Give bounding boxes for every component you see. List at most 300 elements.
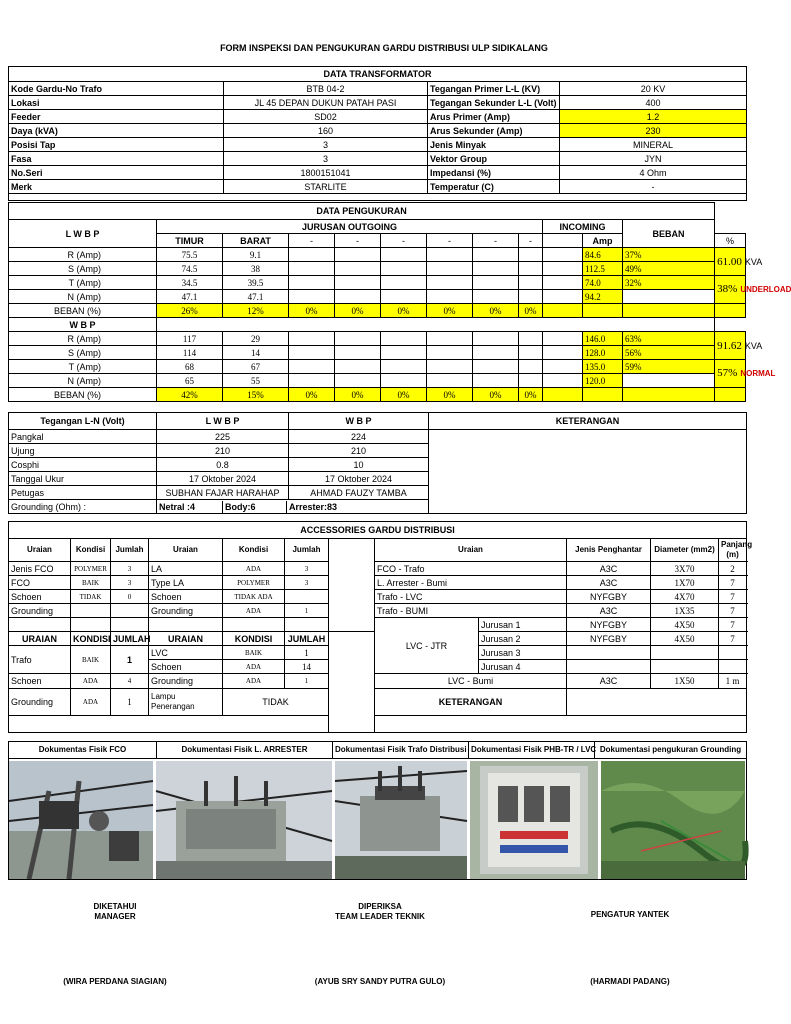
table-cell	[381, 332, 427, 346]
table-cell	[427, 346, 473, 360]
accessory-label: FCO	[9, 576, 71, 590]
table-cell	[381, 290, 427, 304]
field-label: Merk	[9, 180, 224, 194]
outgoing-header: JURUSAN OUTGOING	[157, 220, 543, 234]
documentation-caption: Dokumentasi Fisik PHB-TR / LVC	[469, 742, 595, 759]
table-cell	[157, 318, 715, 332]
cable-diameter: 1X35	[651, 604, 719, 618]
field-label: Vektor Group	[428, 152, 560, 166]
field-label: Impedansi (%)	[428, 166, 560, 180]
column-header: KONDISI	[71, 632, 111, 646]
table-cell	[427, 276, 473, 290]
column-header: Jenis Penghantar	[567, 539, 651, 562]
row-label: T (Amp)	[9, 276, 157, 290]
value-barat: 29	[223, 332, 289, 346]
field-value: 3	[224, 152, 428, 166]
table-cell	[543, 346, 583, 360]
jurusan-label: Jurusan 1	[479, 618, 567, 632]
incoming-amp: 146.0	[583, 332, 623, 346]
voltage-lwbp-value: 0.8	[157, 458, 289, 472]
cable-length: 7	[719, 590, 747, 604]
accessory-label: Grounding	[9, 604, 71, 618]
value-zero: 0%	[519, 388, 543, 402]
accessory-label: Grounding	[149, 604, 223, 618]
accessory-label: LVC	[149, 646, 223, 660]
jurusan-label: Jurusan 4	[479, 660, 567, 674]
cable-diameter: 1X50	[651, 674, 719, 689]
incoming-pct: 59%	[623, 360, 715, 374]
table-cell	[473, 374, 519, 388]
column-header: Uraian	[375, 539, 567, 562]
table-cell	[543, 374, 583, 388]
accessory-value: TIDAK	[223, 689, 329, 716]
table-cell	[567, 646, 651, 660]
transformer-row	[9, 166, 747, 180]
value-timur: 26%	[157, 304, 223, 318]
signature-name: (AYUB SRY SANDY PUTRA GULO)	[314, 977, 446, 986]
field-label: Arus Sekunder (Amp)	[428, 124, 560, 138]
accessory-value: BAIK	[71, 646, 111, 674]
accessory-value: BAIK	[71, 576, 111, 590]
table-cell	[519, 346, 543, 360]
cable-label: Trafo - BUMI	[375, 604, 567, 618]
table-cell	[473, 276, 519, 290]
value-timur: 68	[157, 360, 223, 374]
transformer-header: DATA TRANSFORMATOR	[9, 67, 747, 82]
table-cell	[519, 332, 543, 346]
accessory-value: ADA	[223, 660, 285, 674]
row-label: BEBAN (%)	[9, 388, 157, 402]
field-value: JL 45 DEPAN DUKUN PATAH PASI	[224, 96, 428, 110]
accessory-value: 1	[285, 646, 329, 660]
col-dash: -	[335, 234, 381, 248]
wbp-head-row	[9, 318, 746, 332]
field-label: Arus Primer (Amp)	[428, 110, 560, 124]
field-value: MINERAL	[560, 138, 747, 152]
documentation-caption: Dokumentasi Fisik L. ARRESTER	[157, 742, 333, 759]
cable-type: NYFGBY	[567, 618, 651, 632]
field-value: 160	[224, 124, 428, 138]
column-header: Kondisi	[71, 539, 111, 562]
table-cell	[335, 360, 381, 374]
accessory-label: Grounding	[9, 689, 71, 716]
accessory-value	[71, 604, 111, 618]
table-cell	[715, 304, 746, 318]
incoming-amp: 74.0	[583, 276, 623, 290]
cable-length: 7	[719, 618, 747, 632]
table-cell	[427, 248, 473, 262]
accessory-value: TIDAK	[71, 590, 111, 604]
table-cell	[9, 716, 329, 733]
field-label: Daya (kVA)	[9, 124, 224, 138]
table-cell	[473, 262, 519, 276]
cable-type: A3C	[567, 576, 651, 590]
cable-label: Trafo - LVC	[375, 590, 567, 604]
cable-diameter: 4X50	[651, 632, 719, 646]
incoming-pct	[623, 374, 715, 388]
table-cell	[285, 618, 329, 632]
table-cell	[473, 332, 519, 346]
table-cell	[335, 290, 381, 304]
table-cell	[651, 660, 719, 674]
table-cell	[719, 646, 747, 660]
accessory-label: Schoen	[149, 590, 223, 604]
transformer-row	[9, 82, 747, 96]
value-zero: 0%	[473, 388, 519, 402]
incoming-pct	[623, 304, 715, 318]
beban-percent	[715, 360, 776, 388]
value-timur: 114	[157, 346, 223, 360]
incoming-pct: 37%	[623, 248, 715, 262]
incoming-pct: 63%	[623, 332, 715, 346]
accessory-row	[9, 689, 747, 716]
accessory-value: 0	[111, 590, 149, 604]
value-timur: 74.5	[157, 262, 223, 276]
spacer-row	[9, 194, 747, 201]
table-cell	[427, 360, 473, 374]
table-cell	[543, 248, 583, 262]
cable-type: NYFGBY	[567, 590, 651, 604]
row-label: R (Amp)	[9, 248, 157, 262]
table-cell	[473, 346, 519, 360]
signature-role: DIKETAHUI MANAGER	[93, 902, 137, 921]
col-pct: %	[715, 234, 746, 248]
col-amp: Amp	[583, 234, 623, 248]
field-label: Tegangan Primer L-L (KV)	[428, 82, 560, 96]
table-cell	[543, 304, 583, 318]
measurement-row	[9, 360, 746, 374]
col-dash: -	[289, 234, 335, 248]
cable-length: 7	[719, 576, 747, 590]
voltage-header: Tegangan L-N (Volt)	[9, 413, 157, 430]
measurement-table	[8, 202, 791, 402]
accessories-col-row	[9, 539, 747, 562]
table-cell	[427, 262, 473, 276]
cable-length: 7	[719, 632, 747, 646]
value-zero: 0%	[335, 304, 381, 318]
accessory-value: 1	[111, 689, 149, 716]
value-barat: 55	[223, 374, 289, 388]
cable-type: A3C	[567, 674, 651, 689]
field-value: -	[560, 180, 747, 194]
accessory-label: Schoen	[149, 660, 223, 674]
table-cell	[329, 539, 375, 632]
row-label: N (Amp)	[9, 374, 157, 388]
transformer-row	[9, 96, 747, 110]
column-header: JUMLAH	[285, 632, 329, 646]
cable-diameter: 4X50	[651, 618, 719, 632]
accessory-value: 3	[285, 562, 329, 576]
measurement-row	[9, 290, 746, 304]
voltage-wbp-header: W B P	[289, 413, 429, 430]
table-cell	[9, 618, 71, 632]
accessories-head-row	[9, 522, 747, 539]
field-label: Posisi Tap	[9, 138, 224, 152]
table-cell	[149, 618, 223, 632]
beban-percent-value: 57%	[717, 367, 738, 379]
cable-label: LVC - Bumi	[375, 674, 567, 689]
value-zero: 0%	[473, 304, 519, 318]
table-cell	[223, 618, 285, 632]
beban-percent	[715, 276, 791, 304]
accessory-value	[111, 604, 149, 618]
table-cell	[375, 716, 747, 733]
field-label: Tanggal Ukur	[9, 472, 157, 486]
cable-type: A3C	[567, 604, 651, 618]
value-timur: 42%	[157, 388, 223, 402]
table-cell	[543, 360, 583, 374]
field-value: JYN	[560, 152, 747, 166]
cable-diameter: 1X70	[651, 576, 719, 590]
col-timur: TIMUR	[157, 234, 223, 248]
col-barat: BARAT	[223, 234, 289, 248]
row-label: T (Amp)	[9, 360, 157, 374]
accessory-value: 4	[111, 674, 149, 689]
lvc-photo	[470, 761, 598, 879]
accessory-label: Schoen	[9, 590, 71, 604]
field-label: Cosphi	[9, 458, 157, 472]
accessory-label: Schoen	[9, 674, 71, 689]
table-cell	[651, 646, 719, 660]
field-value: 1.2	[560, 110, 747, 124]
table-cell	[543, 388, 583, 402]
accessory-value: BAIK	[223, 646, 285, 660]
accessory-label: Type LA	[149, 576, 223, 590]
table-cell	[567, 660, 651, 674]
table-cell	[289, 374, 335, 388]
transformer-row	[9, 124, 747, 138]
accessory-label: Jenis FCO	[9, 562, 71, 576]
table-cell	[519, 290, 543, 304]
accessory-label: Trafo	[9, 646, 71, 674]
voltage-wbp-value: 17 Oktober 2024	[289, 472, 429, 486]
field-value: SD02	[224, 110, 428, 124]
measurement-row	[9, 388, 746, 402]
jurusan-label: Jurusan 3	[479, 646, 567, 660]
table-cell	[543, 262, 583, 276]
transformer-row	[9, 138, 747, 152]
voltage-wbp-value: 224	[289, 430, 429, 444]
table-cell	[427, 374, 473, 388]
field-value: STARLITE	[224, 180, 428, 194]
voltage-lwbp-value: SUBHAN FAJAR HARAHAP	[157, 486, 289, 500]
value-timur: 47.1	[157, 290, 223, 304]
accessory-value: POLYMER	[223, 576, 285, 590]
incoming-pct	[623, 388, 715, 402]
table-cell	[473, 360, 519, 374]
cable-length: 1 m	[719, 674, 747, 689]
table-cell	[715, 388, 746, 402]
measurement-row	[9, 276, 746, 290]
signature-role: PENGATUR YANTEK	[590, 910, 670, 919]
table-cell	[381, 248, 427, 262]
voltage-wbp-value: 210	[289, 444, 429, 458]
field-label: Pangkal	[9, 430, 157, 444]
field-value: 1800151041	[224, 166, 428, 180]
field-label: Fasa	[9, 152, 224, 166]
row-label: S (Amp)	[9, 262, 157, 276]
value-barat: 9.1	[223, 248, 289, 262]
table-cell	[473, 290, 519, 304]
row-label: N (Amp)	[9, 290, 157, 304]
voltage-lwbp-value: 210	[157, 444, 289, 458]
value-barat: 67	[223, 360, 289, 374]
column-header: JUMLAH	[111, 632, 149, 646]
accessory-value: 1	[285, 674, 329, 689]
grounding-values	[157, 500, 429, 514]
table-cell	[71, 618, 111, 632]
beban-kva	[715, 332, 763, 360]
load-status-badge: NORMAL	[740, 369, 776, 378]
cable-diameter: 3X70	[651, 562, 719, 576]
keterangan-area	[429, 430, 747, 514]
column-header: URAIAN	[9, 632, 71, 646]
field-value: BTB 04-2	[224, 82, 428, 96]
cable-type: A3C	[567, 562, 651, 576]
incoming-amp: 94.2	[583, 290, 623, 304]
field-label: Feeder	[9, 110, 224, 124]
voltage-table	[8, 412, 747, 514]
incoming-pct	[623, 290, 715, 304]
value-zero: 0%	[381, 388, 427, 402]
table-cell	[289, 346, 335, 360]
arrester-photo	[156, 761, 332, 879]
load-status-badge: UNDERLOAD	[740, 285, 791, 294]
value-zero: 0%	[427, 304, 473, 318]
spacer-row	[9, 716, 747, 733]
column-header: Jumlah	[285, 539, 329, 562]
accessory-value	[285, 590, 329, 604]
measurement-row	[9, 248, 746, 262]
table-cell	[519, 276, 543, 290]
cable-length: 2	[719, 562, 747, 576]
accessory-label: Lampu Penerangan	[149, 689, 223, 716]
accessory-row	[9, 674, 747, 689]
cable-type: NYFGBY	[567, 632, 651, 646]
field-label: No.Seri	[9, 166, 224, 180]
field-label: Kode Gardu-No Trafo	[9, 82, 224, 96]
column-header: KONDISI	[223, 632, 285, 646]
col-dash: -	[473, 234, 519, 248]
field-label: Lokasi	[9, 96, 224, 110]
field-label: Temperatur (C)	[428, 180, 560, 194]
beban-kva-value: 91.62	[717, 339, 742, 352]
value-barat: 14	[223, 346, 289, 360]
column-header: Jumlah	[111, 539, 149, 562]
table-cell	[289, 290, 335, 304]
field-value: 230	[560, 124, 747, 138]
incoming-amp: 135.0	[583, 360, 623, 374]
value-timur: 34.5	[157, 276, 223, 290]
table-cell	[519, 374, 543, 388]
value-timur: 75.5	[157, 248, 223, 262]
fco-photo	[9, 761, 153, 879]
table-cell	[335, 374, 381, 388]
accessory-value: ADA	[71, 689, 111, 716]
form-title: FORM INSPEKSI DAN PENGUKURAN GARDU DISTRIBUSI ULP SIDIKALANG	[220, 43, 548, 53]
transformer-row	[9, 110, 747, 124]
cable-length: 7	[719, 604, 747, 618]
table-cell	[427, 332, 473, 346]
lvc-jtr-label: LVC - JTR	[375, 618, 479, 674]
measurement-row	[9, 374, 746, 388]
incoming-pct: 56%	[623, 346, 715, 360]
voltage-wbp-value: AHMAD FAUZY TAMBA	[289, 486, 429, 500]
value-barat: 15%	[223, 388, 289, 402]
beban-percent-value: 38%	[717, 283, 738, 295]
voltage-keterangan-header: KETERANGAN	[429, 413, 747, 430]
beban-kva-value: 61.00	[717, 255, 742, 268]
transformer-photo	[335, 761, 467, 879]
row-label: S (Amp)	[9, 346, 157, 360]
incoming-amp	[583, 388, 623, 402]
table-cell	[289, 360, 335, 374]
lwbp-label: L W B P	[9, 220, 157, 248]
kva-unit: KVA	[744, 340, 763, 351]
documentation-caption: Dokumentas Fisik FCO	[9, 742, 157, 759]
accessory-row	[9, 618, 747, 632]
value-timur: 65	[157, 374, 223, 388]
table-cell	[543, 276, 583, 290]
measurement-row	[9, 346, 746, 360]
incoming-pct: 32%	[623, 276, 715, 290]
accessory-keterangan-label: KETERANGAN	[375, 689, 567, 716]
jurusan-label: Jurusan 2	[479, 632, 567, 646]
incoming-header: INCOMING	[543, 220, 623, 234]
voltage-head-row	[9, 413, 747, 430]
accessory-value: POLYMER	[71, 562, 111, 576]
table-cell	[289, 248, 335, 262]
transformer-table	[8, 66, 747, 201]
value-barat: 38	[223, 262, 289, 276]
value-zero: 0%	[335, 388, 381, 402]
field-label: Jenis Minyak	[428, 138, 560, 152]
accessory-row	[9, 576, 747, 590]
accessory-label: Grounding	[149, 674, 223, 689]
table-cell	[335, 346, 381, 360]
column-header: Panjang (m)	[719, 539, 747, 562]
table-cell	[519, 262, 543, 276]
incoming-amp: 120.0	[583, 374, 623, 388]
beban-header: BEBAN	[623, 220, 715, 248]
column-header: URAIAN	[149, 632, 223, 646]
accessory-row	[9, 604, 747, 618]
field-label: Tegangan Sekunder L-L (Volt)	[428, 96, 560, 110]
table-cell	[519, 248, 543, 262]
voltage-lwbp-value: 17 Oktober 2024	[157, 472, 289, 486]
incoming-amp: 84.6	[583, 248, 623, 262]
wbp-label: W B P	[9, 318, 157, 332]
table-cell	[335, 332, 381, 346]
accessory-value: ADA	[71, 674, 111, 689]
table-cell	[381, 360, 427, 374]
transformer-row	[9, 152, 747, 166]
accessory-value: 1	[285, 604, 329, 618]
table-cell	[381, 262, 427, 276]
accessory-label: LA	[149, 562, 223, 576]
table-cell	[543, 332, 583, 346]
accessory-value: ADA	[223, 604, 285, 618]
incoming-amp	[583, 304, 623, 318]
accessory-value: 3	[111, 562, 149, 576]
row-label: BEBAN (%)	[9, 304, 157, 318]
accessory-value: ADA	[223, 674, 285, 689]
signature-role: DIPERIKSA TEAM LEADER TEKNIK	[335, 902, 425, 921]
value-zero: 0%	[519, 304, 543, 318]
measurement-row	[9, 332, 746, 346]
table-cell	[289, 262, 335, 276]
kva-unit: KVA	[744, 256, 763, 267]
